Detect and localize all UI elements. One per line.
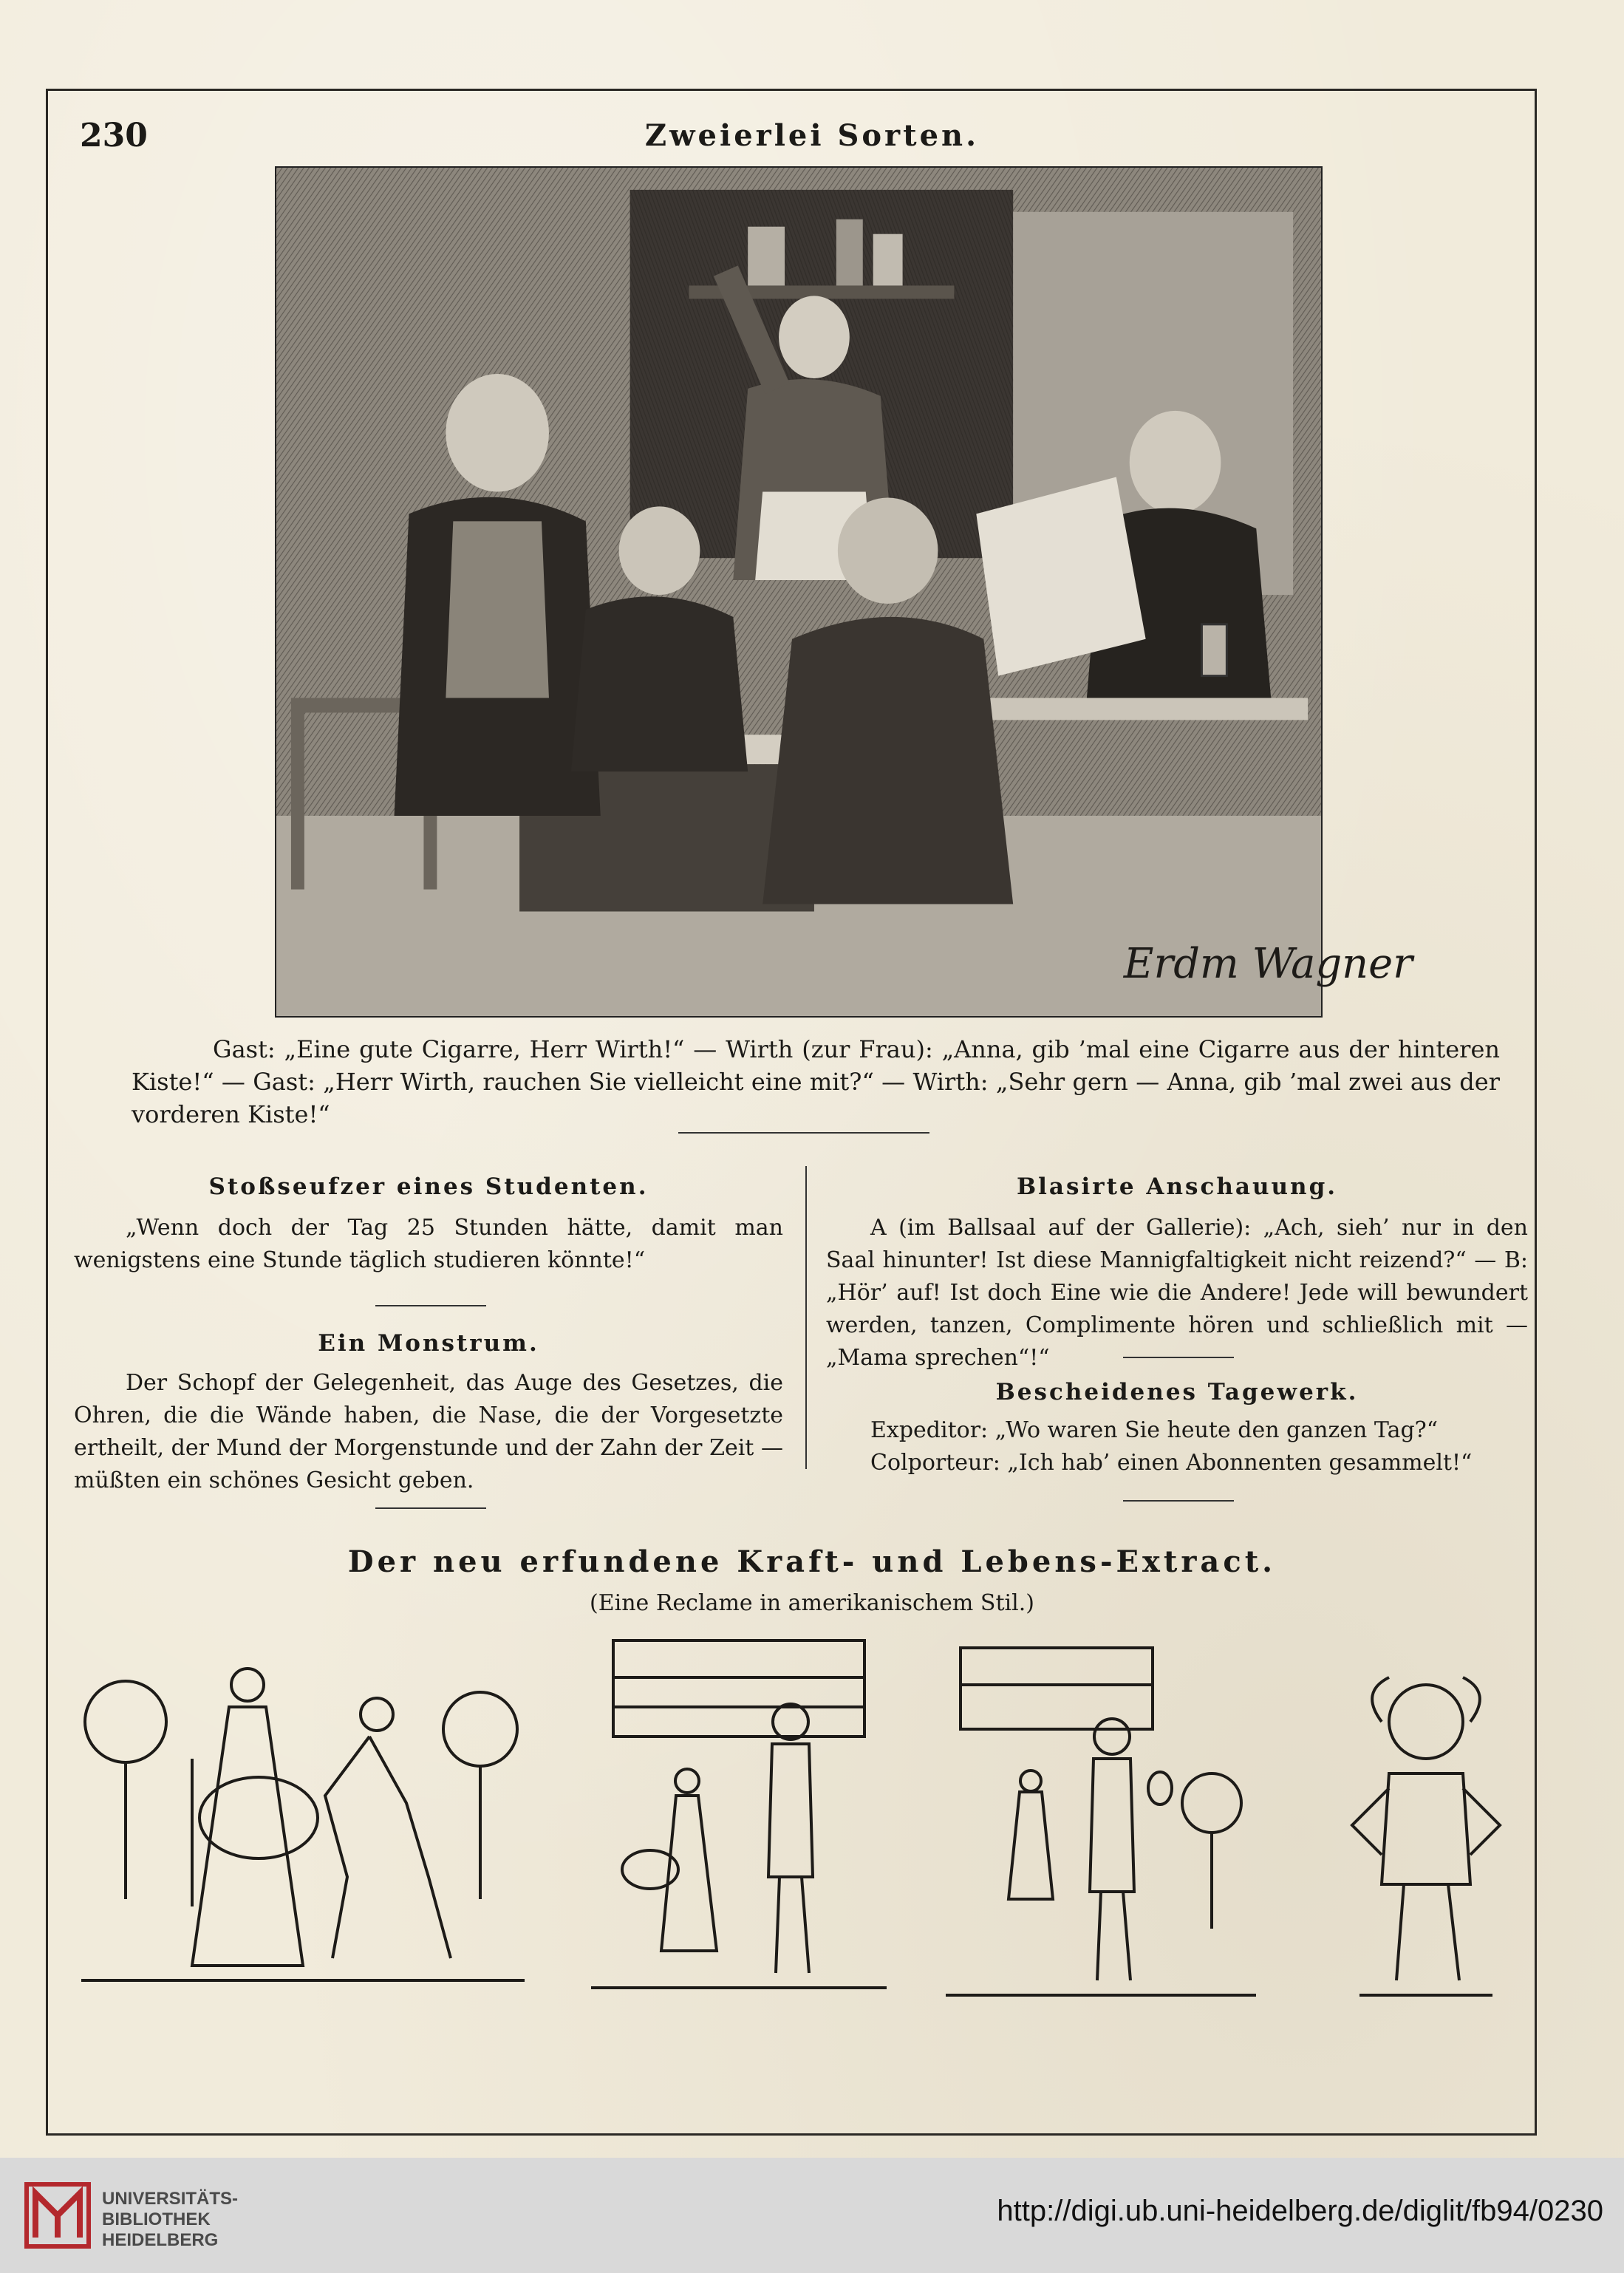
caption-divider bbox=[678, 1132, 929, 1134]
library-name-line-2: BIBLIOTHEK bbox=[102, 2209, 211, 2229]
library-name bbox=[102, 2189, 238, 2251]
cartoon-panel-1 bbox=[81, 1633, 525, 2017]
cartoon-panel-4 bbox=[1315, 1633, 1537, 2017]
dialog-line-colporteur: Colporteur: „Ich hab’ einen Abonnenten gesammelt!“ bbox=[870, 1450, 1473, 1476]
right-divider-1 bbox=[1123, 1357, 1234, 1358]
cartoon-subtitle: (Eine Reclame in amerikanischem Stil.) bbox=[590, 1590, 1034, 1616]
cartoon-panel-2 bbox=[591, 1633, 887, 2017]
artist-signature: Erdm Wagner bbox=[1123, 940, 1413, 989]
section-text-monstrum: Der Schopf der Gelegenheit, das Auge des Gesetzes, die Ohren, die die Wände haben, die Nase, die der Vorgesetzte ertheilt, der Mund der Morgenstunde und der Zahn der Zeit — müßten ein schönes Gesicht geben. bbox=[74, 1370, 783, 1493]
left-divider-1 bbox=[375, 1305, 486, 1306]
section-text-stossseufzer: „Wenn doch der Tag 25 Stunden hätte, damit man wenigstens eine Stunde täglich studieren könnte!“ bbox=[74, 1215, 783, 1273]
library-footer bbox=[0, 2158, 1624, 2273]
cartoon-title: Der neu erfundene Kraft- und Lebens-Extract. bbox=[347, 1544, 1277, 1579]
illustration-caption: Gast: „Eine gute Cigarre, Herr Wirth!“ — Wirth (zur Frau): „Anna, gib ’mal eine Cigarre aus der hinteren Kiste!“ — Gast: „Herr Wirth, rauchen Sie vielleicht eine mit?“ — Wirth: „Sehr gern — Anna, gib ’mal zwei aus der vorderen Kiste!“ bbox=[132, 1035, 1500, 1128]
page-number: 230 bbox=[80, 117, 148, 154]
tavern-illustration bbox=[275, 166, 1413, 1018]
library-name-line-3: HEIDELBERG bbox=[102, 2230, 219, 2250]
dialog-line-expeditor: Expeditor: „Wo waren Sie heute den ganzen Tag?“ bbox=[870, 1417, 1439, 1443]
running-title: Zweierlei Sorten. bbox=[644, 118, 980, 153]
university-library-logo-icon bbox=[21, 2178, 95, 2252]
section-text-blasirte: A (im Ballsaal auf der Gallerie): „Ach, sieh’ nur in den Saal hinunter! Ist diese Mannigfaltigkeit nicht reizend?“ — B: „Hör’ auf! Ist doch Eine wie die Andere! Jede will bewundert werden, tanzen, Complimente hören und schließlich mit — „Mama sprechen“!“ bbox=[826, 1215, 1528, 1371]
column-separator bbox=[805, 1166, 807, 1469]
left-divider-2 bbox=[375, 1507, 486, 1509]
library-name-line-1: UNIVERSITÄTS- bbox=[102, 2189, 239, 2209]
section-title-tagewerk: Bescheidenes Tagewerk. bbox=[995, 1379, 1359, 1405]
section-title-monstrum: Ein Monstrum. bbox=[318, 1330, 539, 1357]
right-divider-2 bbox=[1123, 1500, 1234, 1502]
cartoon-panel-3 bbox=[946, 1633, 1256, 2017]
section-title-stossseufzer: Stoßseufzer eines Studenten. bbox=[208, 1173, 649, 1200]
section-title-blasirte: Blasirte Anschauung. bbox=[1016, 1173, 1338, 1200]
permalink-url[interactable]: http://digi.ub.uni-heidelberg.de/diglit/fb94/0230 bbox=[997, 2195, 1603, 2227]
